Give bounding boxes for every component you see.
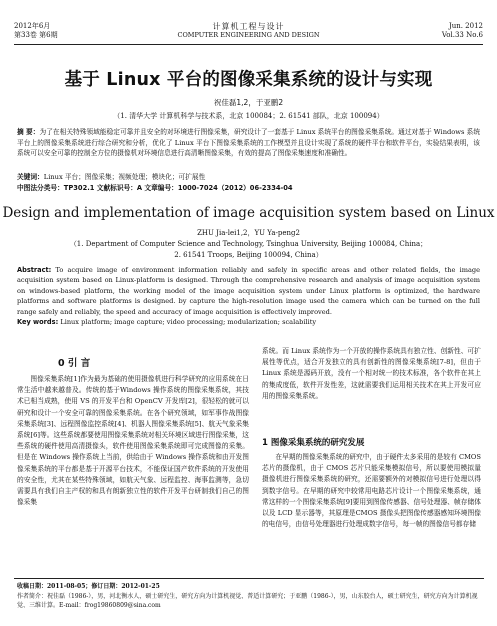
intro-paragraph: 图像采集系统[1]作为最为基础的使用摄像机进行科学研究的应用系统在日常生活中越来越普及。传统的基于Windows 操作系统的图像采集系统，其技术已相当成熟，使用 VS 的开发平台和 OpenCV 开发库[2]，很轻松的就可以研究和设计一个安全可靠的图像采集系统。在各个研究领域，如军事作战图像采集系统[3]、远程图像监控系统[4]、机器人图像采集系统[5]、航天气象采集系统[6]等。这些系统都要使用图像采集系统对相关环境区域进行图像采集，这些系统的硬件使用高清摄像头，软件使用图像采集系统即可完成图像的采集。但是在 Windows 操作系统上当前，供给由于 Windows 操作系统和由开发图像采集系统的平台都是基于开源平台技术，不能保证国产软件系统的开发使用的安全性，尤其在某些特殊领域，如航天气象、远程监控、海事监测等，急切需要具有我们自主产权的和具有朗新独立性的软件开发平台研制我们自己的图像采集	[17, 375, 249, 507]
abstract-en	[17, 265, 480, 317]
keywords-en	[17, 317, 480, 328]
affiliation-en-2: 2. 61541 Troops, Beijing 100094, China）	[174, 251, 323, 259]
right-paragraph-2: 在早期的图像采集系统的研究中，由于硬件太多采用的是较有 CMOS 芯片的摄像机，由于 CMOS 芯片只能采集模拟信号，所以要使用模拟量摄像机进行图像采集系统的研究，还需要额外的对模拟信号进行处理以得到数字信号。在早期的研究中较常用电路芯片设计一个图像采集系统，通常这样的一个图像采集系统[9]要用到图像传感器、信号处理器、帧存储体以及 LCD 显示器等，其原理是CMOS 摄像头把图像传感器感知环境图像的电信号，由信号处理器进行处理成数字信号，每一帧的图像信号都存储	[262, 453, 481, 529]
keywords-en-text: Linux platform; image capture; video processing; modularization; scalability	[60, 318, 317, 326]
abstract-en-label: Abstract:	[17, 266, 52, 274]
keywords-en-label: Key words:	[17, 318, 59, 326]
abstract-cn-label: 摘 要：	[17, 128, 40, 136]
abstract-cn	[17, 127, 480, 159]
footnote	[17, 582, 480, 611]
issue-date-en: Jun. 2012	[448, 22, 483, 30]
abstract-cn-text: 为了在相关特殊领域能稳定可靠并且安全的对环境进行图像采集，研究设计了一套基于 Linux 系统平台的图像采集系统。通过对基于 Windows 系统平台上的图像采集系统进行综合研究和分析，优化了 Linux 平台下图像采集系统的工作模型并且设计实现了系统的硬件平台和软件平台，实验结果表明，该系统可以安全可靠的控制全方位的摄像机对环境信息进行高清晰图像采集，有效的提高了图像采集速度和准确性。	[17, 128, 481, 158]
volume-issue-en: Vol.33 No.6	[441, 31, 483, 39]
section-intro-title: 0 引 言	[58, 358, 91, 369]
footnote-received: 收稿日期：2011-08-05；修订日期：2012-01-25	[17, 583, 160, 590]
classification-line: 中图法分类号：TP302.1 文献标识号：A 文章编号：1000-7024（2012）06-2334-04	[17, 184, 293, 192]
article-title-en: Design and implementation of image acquisition system based on Linux	[2, 205, 495, 221]
authors-en: ZHU Jia-lei1,2，YU Ya-peng2	[197, 229, 300, 237]
footnote-rule	[14, 578, 484, 579]
keywords-cn-text: Linux 平台；图像采集；视频处理；模块化；可扩展性	[43, 173, 206, 181]
journal-name-cn: 计算机工程与设计	[212, 22, 285, 31]
header-right	[442, 22, 483, 40]
affiliation-cn: （1. 清华大学 计算机科学与技术系，北京 100084；2. 61541 部队，北京 100094）	[113, 112, 384, 120]
header-center	[0, 22, 497, 40]
affiliation-en-1: （1. Department of Computer Science and Technology, Tsinghua University, Beijing 100084, China；	[69, 240, 428, 248]
volume-issue-cn: 第33卷 第6期	[14, 31, 58, 39]
footnote-author-bio: 作者简介：祝佳磊（1986-），男，河北衡水人，硕士研究生，研究方向为计算机视觉、普适计算研究；于亚鹏（1986-），男，山东胶台人，硕士研究生，研究方向为计算机视觉、三维计算。E-mail：frog19860809@sina.com	[17, 592, 478, 609]
right-paragraph-1: 系统。而 Linux 系统作为一个开放的操作系统具有独立性、创新性、可扩展性等优点，适合开发独立的具有创新性的图像采集系统[7-8]，但由于 Linux 系统是源码开放，没有一个相对统一的技术标准，各个软件在其上的集成度低，软件开发性差，这就需要我们运用相关技术在其上开发可应用的图像采集系统。	[262, 347, 481, 400]
issue-date-cn: 2012年6月	[14, 22, 51, 30]
article-title-cn: 基于 Linux 平台的图像采集系统的设计与实现	[64, 70, 433, 90]
abstract-en-text: To acquire image of environment information reliably and safely in specific areas and other related fields, the image acquisition system based on Linux-platform is designed. Through the comprehensive research and analysis of image acquisition system on windows-based platform, the working model of the image acquisition system under Linux platform is optimized, the hardware platforms and software platforms is designed. by capture the high-resolution image used the camera which can be turned on the full range safely and reliably, the speed and accuracy of image acquisition is effectively improved.	[17, 266, 480, 316]
authors-cn: 祝佳磊1,2，于亚鹏2	[213, 98, 284, 107]
keywords-cn	[17, 172, 480, 183]
header-rule	[14, 44, 483, 45]
section-1-title: 1 图像采集系统的研究发展	[262, 438, 365, 448]
keywords-cn-label: 关键词：	[17, 173, 44, 181]
journal-name-en: COMPUTER ENGINEERING AND DESIGN	[177, 31, 320, 39]
